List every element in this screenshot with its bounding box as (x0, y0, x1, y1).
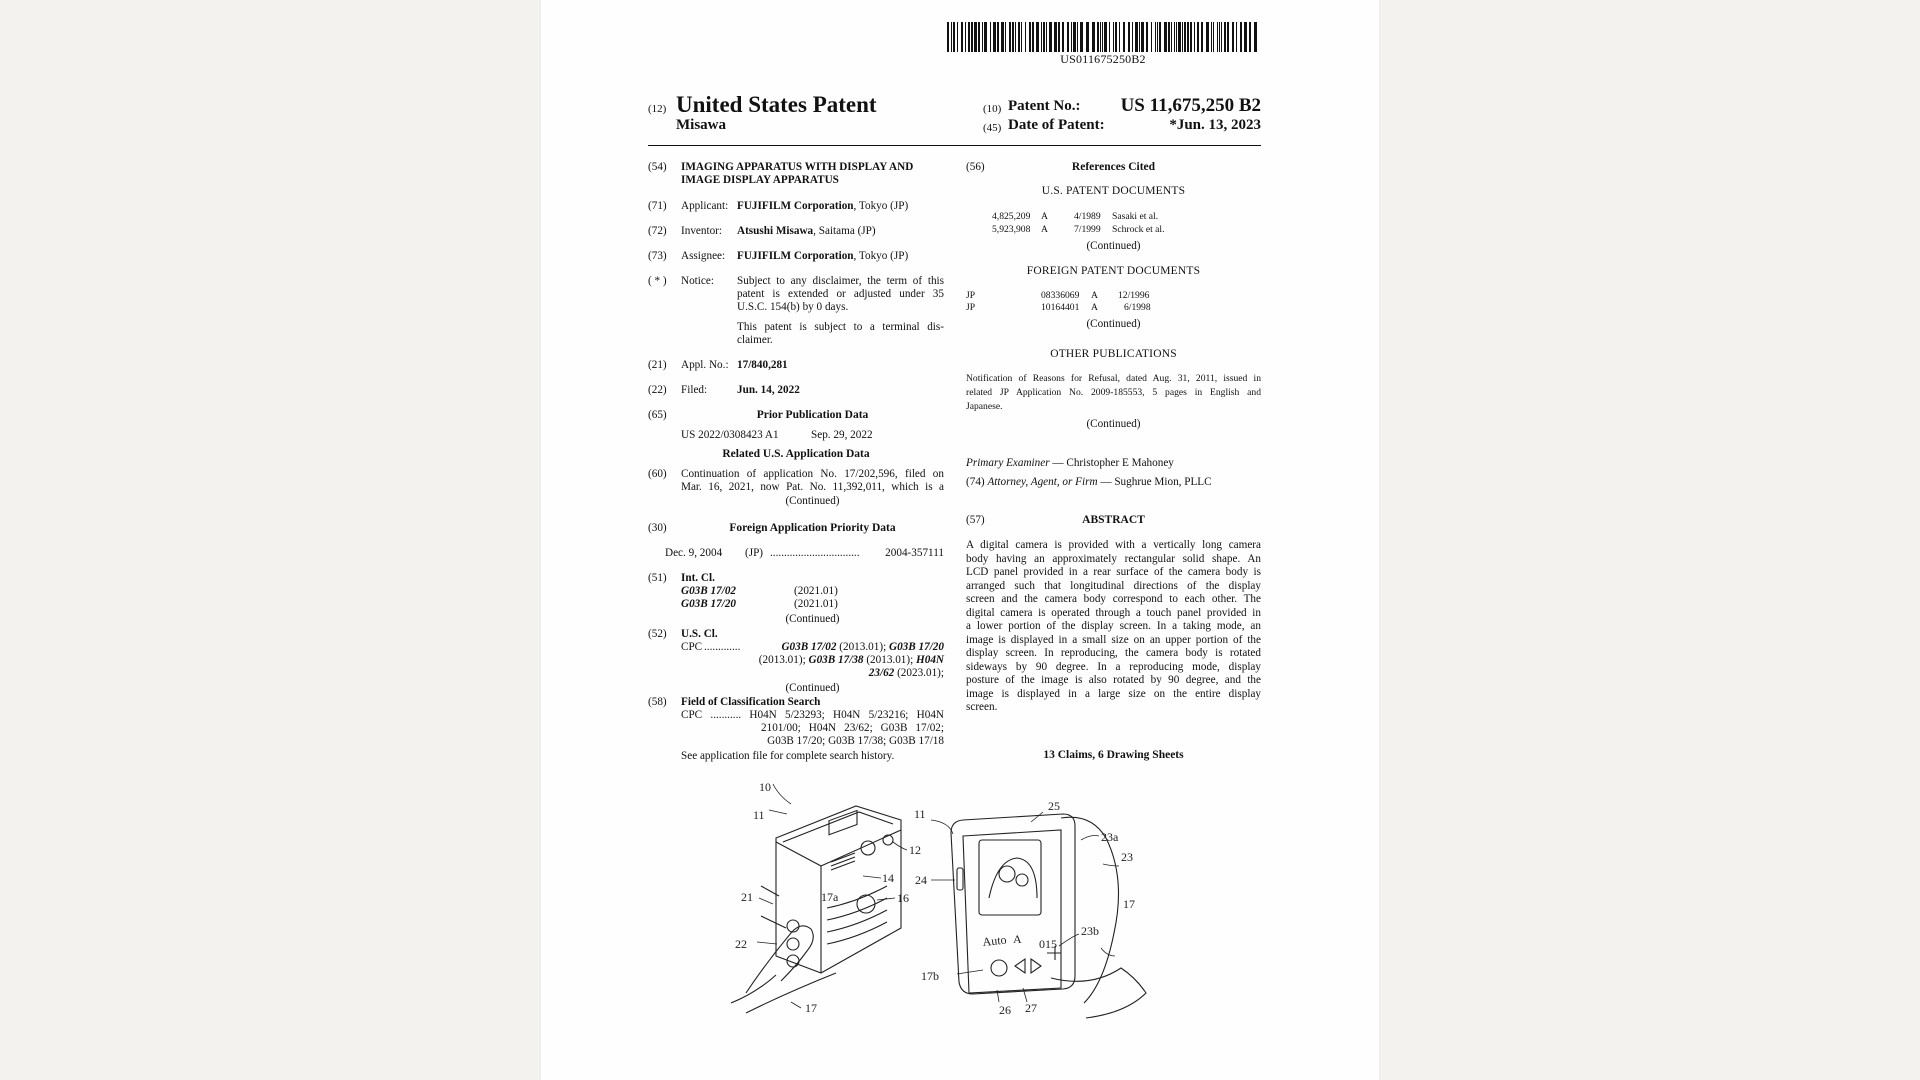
cpc-l2-mid: (2013.01); (863, 654, 917, 666)
examiner-name: Christopher E Mahoney (1066, 457, 1174, 469)
intcl-2-date: (2021.01) (794, 598, 838, 610)
fcs-line-2: 2101/00; H04N 23/62; G03B 17/02; (761, 722, 944, 734)
code-12: (12) (648, 103, 667, 115)
abstract-title: ABSTRACT (1082, 514, 1145, 526)
barcode-bar (1062, 22, 1064, 52)
filed-date: Jun. 14, 2022 (737, 384, 800, 396)
barcode-bar (1012, 22, 1014, 52)
applicant-name: FUJIFILM Corporation (737, 200, 854, 212)
barcode-bar (1197, 22, 1199, 52)
ref-23a: 23a (1101, 830, 1119, 844)
continued-refs-3: (Continued) (1086, 418, 1141, 430)
code-60: (60) (648, 468, 667, 480)
abstract-body (966, 539, 1261, 715)
barcode-bar (1021, 22, 1022, 52)
header-rule (648, 145, 1261, 146)
barcode-bar (1113, 22, 1114, 52)
barcode-bar (1232, 22, 1234, 52)
barcode-bar (1054, 22, 1057, 52)
barcode-bar (1128, 22, 1130, 52)
foreign-doc-1-date: 12/1996 (1118, 290, 1150, 301)
abstract-line: sideways by 90 degree. In a reproducing mode, display (966, 660, 1261, 673)
uscl-label: U.S. Cl. (681, 628, 718, 640)
barcode-bar (1086, 22, 1089, 52)
barcode-bar (1041, 22, 1042, 52)
foreign-doc-1-kind: A (1091, 290, 1098, 301)
barcode-bar (1071, 22, 1072, 52)
terminal-line-1: This patent is subject to a terminal dis- (737, 321, 944, 333)
code-65: (65) (648, 409, 667, 421)
barcode-bar (1092, 22, 1095, 52)
barcode-bar (990, 22, 991, 52)
other-pub-line-1: Notification of Reasons for Refusal, dated Aug. 31, 2011, issued in (966, 373, 1261, 384)
ref-23b: 23b (1081, 924, 1099, 938)
cpc-b: G03B 17/20 (888, 641, 944, 653)
barcode-bar (1015, 22, 1016, 52)
notice-label: Notice: (681, 275, 714, 287)
screen-a-label: A (1013, 932, 1022, 946)
ref-14: 14 (882, 871, 894, 885)
code-21: (21) (648, 359, 667, 371)
barcode-bar (1049, 22, 1052, 52)
barcode-bar (1176, 22, 1177, 52)
barcode-bar (1109, 22, 1110, 52)
barcode-bar (1254, 22, 1257, 52)
barcode-bar (1080, 22, 1083, 52)
applicant (737, 200, 908, 214)
barcode-bar (1058, 22, 1060, 52)
code-54: (54) (648, 161, 667, 173)
abstract-line: screen. (966, 701, 998, 713)
ref-12: 12 (909, 843, 921, 857)
patent-number: US 11,675,250 B2 (1120, 95, 1261, 116)
code-52: (52) (648, 628, 667, 640)
barcode-bar (1171, 22, 1172, 52)
barcode-bar (1211, 22, 1212, 52)
code-51: (51) (648, 572, 667, 584)
ref-24: 24 (915, 873, 927, 887)
cpc-a-date: (2013.01); (836, 641, 889, 653)
continued-refs-2: (Continued) (1086, 318, 1141, 330)
us-doc-2-kind: A (1041, 224, 1048, 235)
field-search-label: Field of Classification Search (681, 696, 821, 708)
foreign-doc-1-country: JP (966, 290, 976, 301)
us-doc-2-name: Schrock et al. (1112, 224, 1165, 235)
barcode-bar (993, 22, 996, 52)
fcs-line-3: G03B 17/20; G03B 17/38; G03B 17/18 (767, 735, 944, 747)
barcode-bar (1119, 22, 1120, 52)
ref-25: 25 (1048, 799, 1060, 813)
code-10: (10) (983, 103, 1002, 115)
us-doc-2-date: 7/1999 (1074, 224, 1101, 235)
barcode-bar (951, 22, 952, 52)
barcode-bar (1182, 22, 1183, 52)
barcode-bar (984, 22, 987, 52)
filed-label: Filed: (681, 384, 708, 396)
patent-date: *Jun. 13, 2023 (1169, 117, 1261, 133)
barcode-bar (1219, 22, 1220, 52)
ref-23: 23 (1121, 850, 1133, 864)
examiner-dash: — (1049, 457, 1067, 469)
intcl-1: G03B 17/02 (681, 585, 737, 597)
barcode-bar (1221, 22, 1222, 52)
applicant-label: Applicant: (681, 200, 729, 212)
barcode-bar (1135, 22, 1138, 52)
barcode-bar (965, 22, 966, 52)
barcode-bar (1236, 22, 1237, 52)
barcode-bar (1009, 22, 1011, 52)
ref-26: 26 (999, 1003, 1011, 1017)
barcode-bar (1139, 22, 1140, 52)
foreign-doc-2-no: 10164401 (1041, 302, 1080, 313)
inventor (737, 225, 876, 239)
barcode-bar (1174, 22, 1175, 52)
abstract-line: image is displayed in a small size on an upper portion of the (966, 633, 1261, 646)
patent-title: United States Patent (676, 92, 877, 117)
barcode-bar (1001, 22, 1004, 52)
ref-11: 11 (753, 808, 765, 822)
inventor-location: , Saitama (JP) (813, 225, 876, 237)
appl-no: 17/840,281 (737, 359, 788, 371)
abstract-line: image is displayed in a large size on the entire display (966, 687, 1261, 700)
barcode-bar (997, 22, 999, 52)
us-doc-1-no: 4,825,209 (992, 211, 1031, 222)
barcode-bar (1151, 22, 1152, 52)
code-45: (45) (983, 122, 1002, 134)
attorney (966, 476, 1212, 490)
notice-line-3: U.S.C. 154(b) by 0 days. (737, 301, 849, 313)
cpc-c: G03B 17/38 (808, 654, 864, 666)
continuation-line-2: Mar. 16, 2021, now Pat. No. 11,392,011, which is a (681, 481, 944, 493)
abstract-line: digital camera is operated through a touch panel provided in (966, 606, 1261, 619)
barcode-bar (982, 22, 983, 52)
barcode-bar (1168, 22, 1170, 52)
cpc-a: G03B 17/02 (781, 641, 837, 653)
patent-no-label: Patent No.: (1008, 98, 1081, 114)
barcode-bar (1025, 22, 1026, 52)
barcode-bar (1132, 22, 1133, 52)
invention-title-1: IMAGING APPARATUS WITH DISPLAY AND (681, 161, 914, 173)
applicant-location: , Tokyo (JP) (853, 200, 909, 212)
barcode-bar (1123, 22, 1125, 52)
cpc-line-2 (721, 654, 944, 668)
abstract-line: A digital camera is provided with a vertically long camera (966, 539, 1261, 551)
cpc-label: CPC (681, 641, 703, 653)
other-pubs-title: OTHER PUBLICATIONS (1050, 348, 1177, 360)
barcode-bar (1206, 22, 1209, 52)
barcode-bar (1194, 22, 1195, 52)
barcode-bar (1157, 22, 1158, 52)
abstract-line: body having an approximately rectangular solid shape. An (966, 552, 1261, 565)
barcode (947, 22, 1259, 52)
barcode-bar (1184, 22, 1186, 52)
barcode-bar (1213, 22, 1214, 52)
code-57: (57) (966, 514, 985, 526)
inventor-name: Atsushi Misawa (737, 225, 814, 237)
barcode-bar (1018, 22, 1020, 52)
barcode-bar (968, 22, 970, 52)
fp-country: (JP) (745, 547, 764, 559)
foreign-doc-2-kind: A (1091, 302, 1098, 313)
cpc-d: H04N (916, 654, 944, 666)
inventor-surname: Misawa (676, 117, 726, 133)
ref-22: 22 (735, 937, 747, 951)
notice-line-2: patent is extended or adjusted under 35 (737, 288, 944, 300)
assignee-label: Assignee: (681, 250, 726, 262)
prior-pub-title: Prior Publication Data (756, 409, 869, 421)
code-56: (56) (966, 161, 985, 173)
screen-auto-label: Auto (981, 932, 1008, 949)
code-73: (73) (648, 250, 667, 262)
ref-17-right: 17 (1123, 897, 1135, 911)
notice-line-1: Subject to any disclaimer, the term of this (737, 275, 944, 287)
fcs-line-4: See application file for complete search history. (681, 750, 895, 762)
foreign-doc-2-country: JP (966, 302, 976, 313)
barcode-bar (1141, 22, 1144, 52)
front-page-drawing (721, 778, 1221, 1023)
abstract-line: screen and the camera body correspond to each other. The (966, 593, 1261, 605)
refs-title: References Cited (1071, 161, 1156, 173)
continuation-line-1: Continuation of application No. 17/202,596, filed on (681, 468, 944, 480)
other-pub-line-3: Japanese. (966, 401, 1003, 412)
ref-17a: 17a (821, 890, 839, 904)
barcode-bar (1164, 22, 1167, 52)
ref-27: 27 (1025, 1001, 1037, 1015)
patent-page (541, 0, 1379, 1080)
code-58: (58) (648, 696, 667, 708)
invention-title-2: IMAGE DISPLAY APPARATUS (681, 174, 839, 186)
assignee (737, 250, 908, 264)
barcode-bar (957, 22, 958, 52)
continued-1: (Continued) (785, 495, 840, 507)
intcl-2: G03B 17/20 (681, 598, 737, 610)
examiner-label: Primary Examiner (966, 457, 1050, 469)
prior-pub-number: US 2022/0308423 A1 (681, 429, 779, 441)
barcode-bar (1077, 22, 1078, 52)
barcode-bar (1159, 22, 1161, 52)
cpc-line-3 (761, 667, 944, 681)
code-72: (72) (648, 225, 667, 237)
assignee-location: , Tokyo (JP) (853, 250, 909, 262)
assignee-name: FUJIFILM Corporation (737, 250, 854, 262)
barcode-bar (1178, 22, 1181, 52)
barcode-bar (1240, 22, 1242, 52)
barcode-bar (1104, 22, 1107, 52)
ref-17-left: 17 (805, 1001, 817, 1015)
prior-pub-date: Sep. 29, 2022 (811, 429, 873, 441)
claims-summary: 13 Claims, 6 Drawing Sheets (1043, 749, 1184, 761)
abstract-line: LCD panel provided in a rear surface of the camera body is (966, 566, 1261, 578)
us-docs-title: U.S. PATENT DOCUMENTS (1041, 185, 1186, 197)
cpc-l3-post: (2023.01); (894, 667, 944, 679)
ref-17b: 17b (921, 969, 939, 983)
date-label: Date of Patent: (1008, 117, 1105, 133)
fp-dots: ................................ (770, 547, 860, 559)
barcode-bar (974, 22, 977, 52)
related-title: Related U.S. Application Data (722, 448, 870, 460)
cpc-l2-pre: (2013.01); (758, 654, 809, 666)
foreign-priority-title: Foreign Application Priority Data (729, 522, 896, 534)
barcode-bar (1029, 22, 1031, 52)
us-doc-2-no: 5,923,908 (992, 224, 1031, 235)
cpc-dots: ............. (704, 641, 741, 653)
fcs-line-1: CPC ........... H04N 5/23293; H04N 5/23216; H04N (681, 709, 944, 721)
inventor-label: Inventor: (681, 225, 723, 237)
appl-no-label: Appl. No.: (681, 359, 729, 371)
screen-015-label: 015 (1039, 937, 1057, 951)
code-74: (74) (966, 476, 985, 488)
barcode-bar (1032, 22, 1034, 52)
barcode-bar (1036, 22, 1039, 52)
barcode-bar (1244, 22, 1247, 52)
cpc-line-1 (760, 641, 944, 655)
foreign-doc-1-no: 08336069 (1041, 290, 1080, 301)
us-doc-1-date: 4/1989 (1074, 211, 1101, 222)
examiner (966, 457, 1174, 471)
ref-11-right: 11 (914, 807, 926, 821)
barcode-bar (1073, 22, 1076, 52)
barcode-bar (1100, 22, 1101, 52)
barcode-bar (1067, 22, 1069, 52)
barcode-bar (953, 22, 955, 52)
terminal-line-2: claimer. (737, 334, 773, 346)
barcode-bar (1097, 22, 1099, 52)
continued-refs-1: (Continued) (1086, 240, 1141, 252)
barcode-number: US011675250B2 (1060, 52, 1146, 66)
barcode-bar (1102, 22, 1103, 52)
abstract-line: posture of the image is also rotated by 90 degree, and the (966, 674, 1261, 686)
barcode-bar (1227, 22, 1229, 52)
cpc-d2: 23/62 (868, 667, 895, 679)
continued-3: (Continued) (785, 682, 840, 694)
foreign-docs-title: FOREIGN PATENT DOCUMENTS (1026, 265, 1201, 277)
barcode-bar (1115, 22, 1117, 52)
foreign-doc-2-date: 6/1998 (1124, 302, 1151, 313)
barcode-bar (1046, 22, 1047, 52)
continued-2: (Continued) (785, 613, 840, 625)
abstract-line: a lower portion of the display screen. In a taking mode, an (966, 620, 1261, 632)
barcode-bar (1155, 22, 1156, 52)
other-pub-line-2: related JP Application No. 2009-185553, 5 pages in English and (966, 387, 1261, 398)
intcl-1-date: (2021.01) (794, 585, 838, 597)
code-30: (30) (648, 522, 667, 534)
code-22: (22) (648, 384, 667, 396)
barcode-bar (1201, 22, 1203, 52)
barcode-bar (1146, 22, 1148, 52)
barcode-bar (1005, 22, 1006, 52)
attorney-name: Sughrue Mion, PLLC (1114, 476, 1212, 488)
barcode-bar (971, 22, 973, 52)
abstract-line: display screen. In reproducing, the camera body is rotated (966, 647, 1261, 659)
barcode-bar (1187, 22, 1189, 52)
barcode-bar (1224, 22, 1226, 52)
attorney-label: Attorney, Agent, or Firm (987, 476, 1098, 488)
barcode-bar (1190, 22, 1192, 52)
us-doc-1-kind: A (1041, 211, 1048, 222)
intcl-label: Int. Cl. (681, 572, 715, 584)
ref-16: 16 (897, 891, 909, 905)
code-notice: ( * ) (648, 275, 667, 287)
barcode-bar (961, 22, 963, 52)
camera-rear-figure (951, 814, 1146, 1018)
barcode-bar (947, 22, 949, 52)
attorney-dash: — (1097, 476, 1115, 488)
camera-front-figure (731, 806, 901, 1013)
barcode-bar (978, 22, 980, 52)
abstract-line: arranged such that longitudinal directions of the display (966, 579, 1261, 592)
fp-number: 2004-357111 (885, 547, 944, 559)
us-doc-1-name: Sasaki et al. (1112, 211, 1159, 222)
ref-21: 21 (741, 890, 753, 904)
barcode-bar (1043, 22, 1045, 52)
barcode-bar (1217, 22, 1218, 52)
code-71: (71) (648, 200, 667, 212)
fp-date: Dec. 9, 2004 (665, 547, 723, 559)
ref-10: 10 (759, 780, 771, 794)
barcode-bar (1249, 22, 1251, 52)
